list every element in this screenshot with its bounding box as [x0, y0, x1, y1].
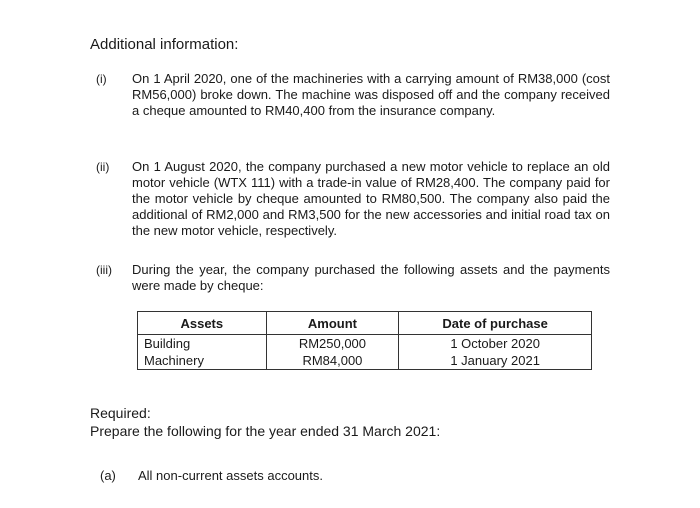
part-label: (a) — [100, 468, 116, 483]
item-number: (ii) — [96, 160, 110, 174]
cell-asset: Building — [138, 335, 267, 353]
required-instruction: Prepare the following for the year ended 31 March 2021: — [90, 423, 441, 439]
info-item-3 — [96, 262, 616, 294]
cell-date: 1 October 2020 — [399, 335, 592, 353]
table-row — [138, 352, 592, 370]
column-header-date: Date of purchase — [399, 312, 592, 335]
cell-amount: RM84,000 — [266, 352, 399, 370]
question-part-a — [100, 468, 323, 483]
cell-asset: Machinery — [138, 352, 267, 370]
info-item-2 — [96, 159, 616, 239]
item-text: During the year, the company purchased the following assets and the payments were made by cheque: — [132, 262, 610, 293]
cell-amount: RM250,000 — [266, 335, 399, 353]
section-heading: Additional information: — [90, 36, 239, 53]
cell-date: 1 January 2021 — [399, 352, 592, 370]
column-header-amount: Amount — [266, 312, 399, 335]
item-number: (i) — [96, 72, 107, 86]
column-header-assets: Assets — [138, 312, 267, 335]
required-section — [90, 404, 440, 440]
item-number: (iii) — [96, 263, 112, 277]
table-header-row — [138, 312, 592, 335]
item-text: On 1 August 2020, the company purchased a new motor vehicle to replace an old motor vehicle (WTX 111) with a trade-in value of RM28,400. The company paid for the motor vehicle by cheque amounted to RM80,500. The company also paid the additional of RM2,000 and RM3,500 for the new accessories and initial road tax on the new motor vehicle, respectively. — [132, 159, 610, 238]
item-text: On 1 April 2020, one of the machineries with a carrying amount of RM38,000 (cost RM56,000) broke down. The machine was disposed off and the company received a cheque amounted to RM40,400 from the insurance company. — [132, 71, 610, 118]
assets-table — [137, 311, 592, 370]
part-text: All non-current assets accounts. — [138, 468, 323, 483]
table-row — [138, 335, 592, 353]
info-item-1 — [96, 71, 616, 119]
required-label: Required: — [90, 405, 151, 421]
